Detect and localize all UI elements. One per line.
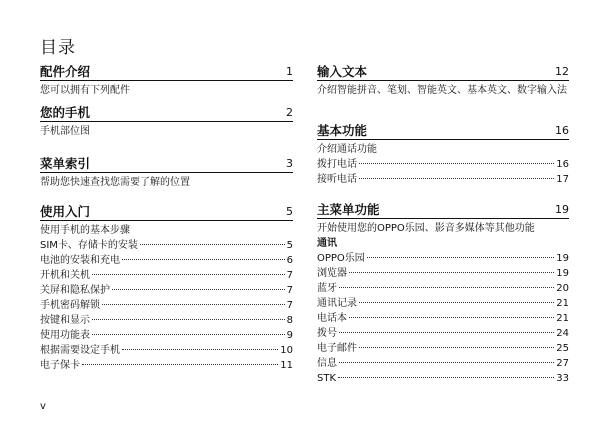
entry-page-number: 8: [286, 315, 293, 326]
section-page-number: 1: [286, 65, 293, 78]
section-description: 开始使用您的OPPO乐园、影音多媒体等其他功能: [317, 223, 535, 234]
toc-entry[interactable]: [40, 328, 293, 343]
dot-leader: [122, 259, 285, 260]
dot-leader: [92, 274, 285, 275]
entry-label: 拨号: [317, 328, 337, 339]
entry-label: 电池的安装和充电: [40, 255, 120, 266]
page-title: 目录: [40, 38, 76, 58]
entry-label: 接听电话: [317, 174, 357, 185]
entry-page-number: 19: [556, 268, 569, 279]
dot-leader: [339, 332, 554, 333]
toc-section: [40, 64, 293, 98]
section-title: 基本功能: [317, 123, 368, 138]
section-page-number: 12: [555, 65, 569, 78]
entry-page-number: 17: [556, 174, 569, 185]
toc-entry[interactable]: [317, 157, 569, 172]
toc-section: [40, 105, 293, 139]
entry-page-number: 10: [280, 345, 293, 356]
section-heading[interactable]: [40, 105, 293, 122]
entry-page-number: 9: [286, 330, 293, 341]
toc-entry[interactable]: [317, 311, 569, 326]
section-page-number: 19: [555, 203, 569, 216]
entry-label: 通讯: [317, 238, 337, 249]
toc-section: [40, 156, 293, 190]
section-title: 您的手机: [40, 105, 91, 120]
section-heading[interactable]: [40, 204, 293, 221]
toc-entry[interactable]: [40, 283, 293, 298]
section-title: 配件介绍: [40, 64, 91, 79]
dot-leader: [92, 334, 285, 335]
dot-leader: [112, 289, 285, 290]
toc-entry[interactable]: [317, 341, 569, 356]
entry-page-number: 16: [556, 159, 569, 170]
entry-page-number: 7: [286, 300, 293, 311]
toc-section: [317, 123, 569, 187]
entry-page-number: 21: [556, 298, 569, 309]
toc-entry[interactable]: [40, 298, 293, 313]
section-heading[interactable]: [317, 123, 569, 140]
dot-leader: [338, 377, 554, 378]
entry-label: 浏览器: [317, 268, 347, 279]
dot-leader: [367, 257, 554, 258]
section-description: 帮助您快速查找您需要了解的位置: [40, 177, 190, 188]
section-page-number: 16: [555, 124, 569, 137]
toc-entry[interactable]: [40, 268, 293, 283]
entry-label: SIM卡、存储卡的安装: [40, 240, 138, 251]
section-title: 主菜单功能: [317, 202, 380, 217]
dot-leader: [92, 319, 285, 320]
dot-leader: [349, 272, 554, 273]
section-description: 介绍智能拼音、笔划、智能英文、基本英文、数字输入法: [317, 85, 567, 96]
entry-page-number: 20: [556, 283, 569, 294]
entry-label: 根据需要设定手机: [40, 345, 120, 356]
entry-page-number: 24: [556, 328, 569, 339]
section-title: 输入文本: [317, 64, 368, 79]
toc-entry[interactable]: [317, 356, 569, 371]
toc-entry[interactable]: [317, 371, 569, 386]
entry-label: 关屏和隐私保护: [40, 285, 110, 296]
section-description: 介绍通话功能: [317, 144, 377, 155]
entry-page-number: 25: [556, 343, 569, 354]
section-page-number: 2: [286, 106, 293, 119]
entry-label: 蓝牙: [317, 283, 337, 294]
toc-entry: [317, 236, 569, 251]
section-description: 使用手机的基本步骤: [40, 225, 130, 236]
toc-entry[interactable]: [317, 266, 569, 281]
entry-page-number: 11: [280, 360, 293, 371]
entry-page-number: 7: [286, 285, 293, 296]
toc-entry[interactable]: [40, 253, 293, 268]
entry-page-number: 19: [556, 253, 569, 264]
entry-label: 电子保卡: [40, 360, 80, 371]
section-description: 手机部位图: [40, 126, 90, 137]
dot-leader: [339, 362, 554, 363]
dot-leader: [82, 364, 278, 365]
entry-label: 使用功能表: [40, 330, 90, 341]
toc-entry[interactable]: [317, 296, 569, 311]
section-heading[interactable]: [317, 202, 569, 219]
entry-label: 信息: [317, 358, 337, 369]
toc-entry[interactable]: [40, 358, 293, 373]
entry-label: 按键和显示: [40, 315, 90, 326]
toc-entry[interactable]: [40, 343, 293, 358]
toc-section: [317, 64, 569, 98]
entry-label: 电话本: [317, 313, 347, 324]
toc-entry[interactable]: [40, 238, 293, 253]
entry-label: 通讯记录: [317, 298, 357, 309]
section-page-number: 5: [286, 205, 293, 218]
entry-page-number: 7: [286, 270, 293, 281]
entry-label: 手机密码解锁: [40, 300, 100, 311]
entry-label: STK: [317, 373, 337, 384]
entry-label: OPPO乐园: [317, 253, 365, 264]
toc-entry[interactable]: [317, 281, 569, 296]
toc-entry[interactable]: [40, 313, 293, 328]
section-heading[interactable]: [317, 64, 569, 81]
entry-label: 拨打电话: [317, 159, 357, 170]
section-title: 使用入门: [40, 204, 91, 219]
section-description: 您可以拥有下列配件: [40, 85, 130, 96]
toc-section: [40, 204, 293, 373]
dot-leader: [122, 349, 278, 350]
section-page-number: 3: [286, 157, 293, 170]
entry-page-number: 27: [556, 358, 569, 369]
dot-leader: [359, 178, 554, 179]
page-number: v: [40, 401, 46, 412]
entry-label: 开机和关机: [40, 270, 90, 281]
toc-entry[interactable]: [317, 326, 569, 341]
section-heading[interactable]: [40, 64, 293, 81]
dot-leader: [102, 304, 285, 305]
entry-page-number: 5: [286, 240, 293, 251]
toc-section: [317, 202, 569, 386]
dot-leader: [339, 287, 554, 288]
dot-leader: [359, 347, 554, 348]
entry-page-number: 21: [556, 313, 569, 324]
section-title: 菜单索引: [40, 156, 91, 171]
entry-page-number: 33: [556, 373, 569, 384]
dot-leader: [359, 163, 554, 164]
entry-label: 电子邮件: [317, 343, 357, 354]
entry-page-number: 6: [286, 255, 293, 266]
toc-entry[interactable]: [317, 251, 569, 266]
dot-leader: [140, 244, 285, 245]
section-heading[interactable]: [40, 156, 293, 173]
dot-leader: [359, 302, 554, 303]
toc-entry[interactable]: [317, 172, 569, 187]
dot-leader: [349, 317, 554, 318]
